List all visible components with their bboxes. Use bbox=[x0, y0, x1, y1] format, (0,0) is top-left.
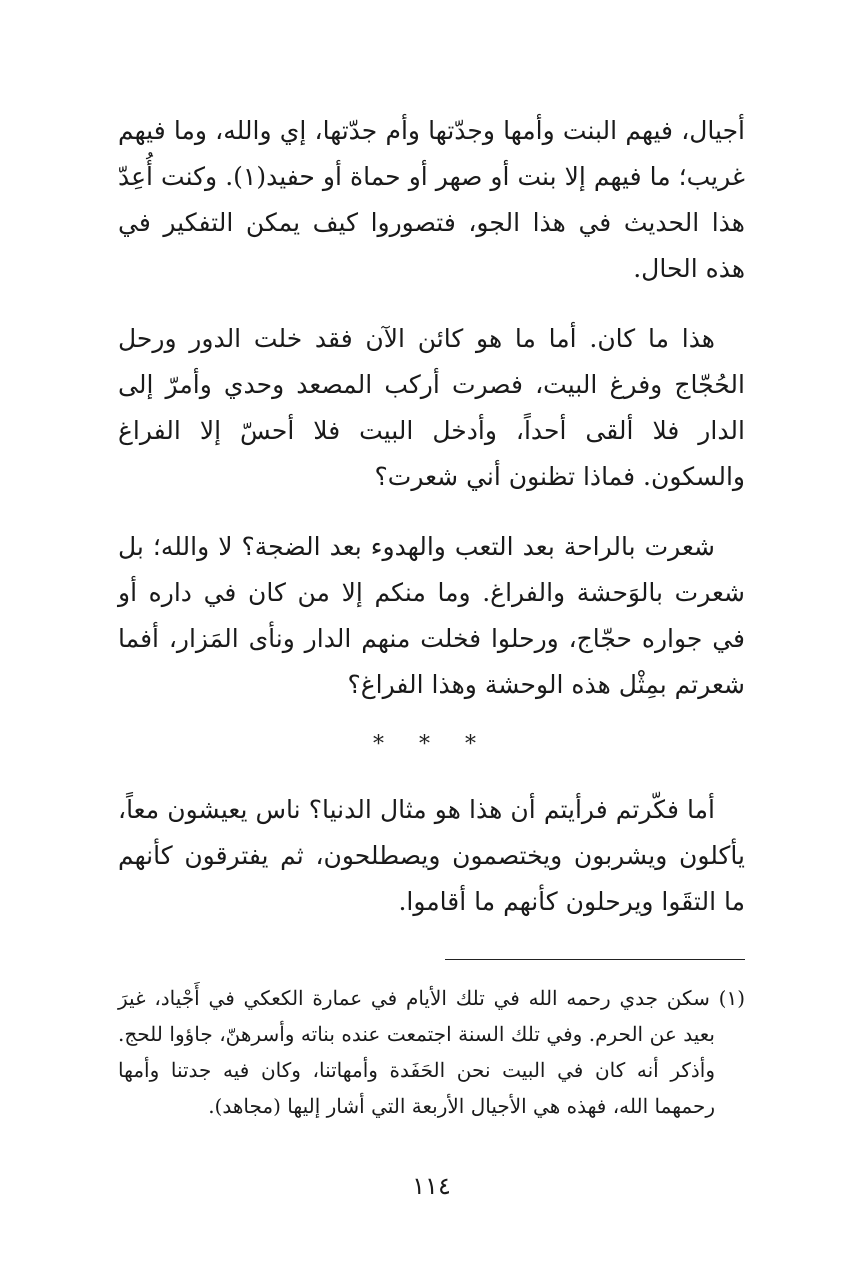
footnote-divider bbox=[445, 959, 745, 960]
paragraph-3: شعرت بالراحة بعد التعب والهدوء بعد الضجة؟ لا والله؛ بل شعرت بالوَحشة والفراغ. وما منكم إلا من كان في داره أو في جواره حجّاج، ورحلوا فخلت منهم الدار ونأى المَزار، أفما شعرتم بمِثْل هذه الوحشة وهذا الفراغ؟ bbox=[118, 532, 745, 699]
page-number: ١١٤ bbox=[412, 1172, 451, 1200]
footnote: (١) سكن جدي رحمه الله في تلك الأيام في عمارة الكعكي في أَجْياد، غيرَ بعيد عن الحرم. وفي تلك السنة اجتمعت عنده بناته وأسرهنّ، جاؤوا للحج. وأذكر أنه كان في البيت نحن الحَفَدة وأمهاتنا، وكان فيه جدتنا وأمها رحمهما الله، فهذه هي الأجيال الأربعة التي أشار إليها (مجاهد). bbox=[118, 986, 745, 1118]
closing-paragraph: أما فكّرتم فرأيتم أن هذا هو مثال الدنيا؟ ناس يعيشون معاً، يأكلون ويشربون ويختصمون ويصطلحون، ثم يفترقون كأنهم ما التقَوا ويرحلون كأنهم ما أقاموا. bbox=[118, 795, 745, 916]
section-separator: * * * bbox=[373, 732, 490, 757]
book-page bbox=[118, 108, 745, 1275]
paragraph-1: أجيال، فيهم البنت وأمها وجدّتها وأم جدّتها، إي والله، وما فيهم غريب؛ ما فيهم إلا بنت أو صهر أو حماة أو حفيد(١). وكنت أُعِدّ هذا الحديث في هذا الجو، فتصوروا كيف يمكن التفكير في هذه الحال. bbox=[118, 116, 745, 283]
paragraph-2: هذا ما كان. أما ما هو كائن الآن فقد خلت الدور ورحل الحُجّاج وفرغ البيت، فصرت أركب المصعد وحدي وأمرّ إلى الدار فلا ألقى أحداً، وأدخل البيت فلا أحسّ إلا الفراغ والسكون. فماذا تظنون أني شعرت؟ bbox=[118, 324, 745, 491]
